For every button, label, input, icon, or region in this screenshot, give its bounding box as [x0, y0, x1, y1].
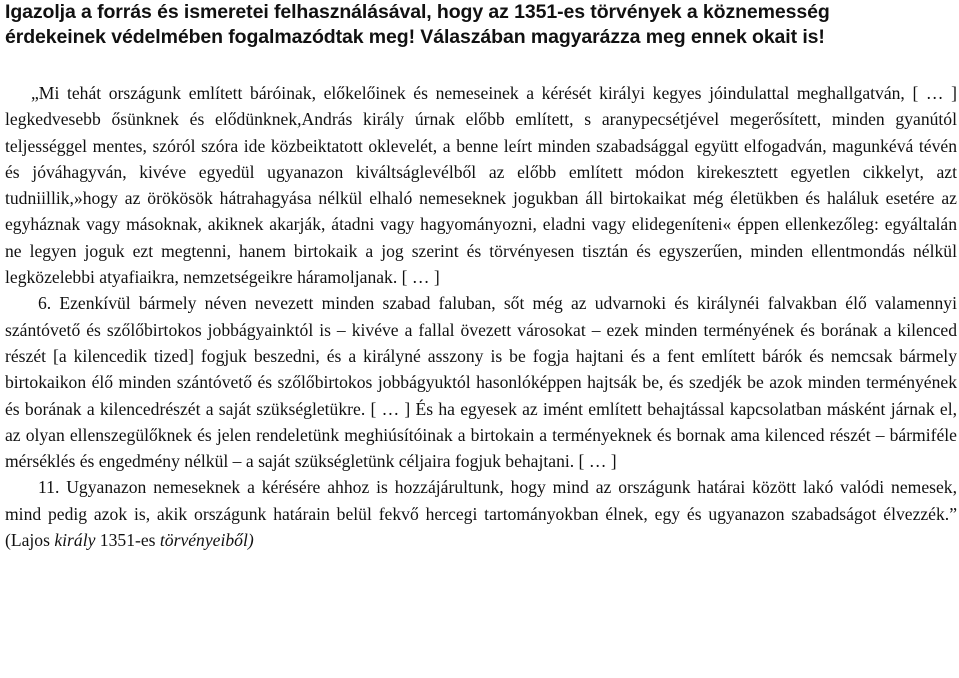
source-paragraph-11 — [5, 474, 957, 553]
source-paragraph-1: „Mi tehát országunk említett báróinak, előkelőinek és nemeseinek a kérését királyi kegyes jóindulattal meghallgatván, [ … ] legkedvesebb ősünknek és elődünknek,András király úrnak előbb említett, s aranypecsétjével megerősített, minden gyanútól teljességgel mentes, szóról szóra ide közbeiktatott oklevelét, a benne leírt minden szabadsággal együtt elfogadván, magunkévá tévén és jóváhagyván, kivéve egyedül ugyanazon kiváltságlevélből az előbb említett módon kirekesztett egyetlen cikkelyt, azt tudniillik,»hogy az örökösök hátrahagyása nélkül elhaló nemeseknek jogukban áll birtokaikat még életükben és haláluk esetére az egyháznak vagy másoknak, akiknek akarják, átadni vagy hagyományozni, eladni vagy elidegeníteni« éppen ellenkezőleg: egyáltalán ne legyen joguk ezt megtenni, hanem birtokaik a jog szerint és törvényesen tisztán és egyszerűen, minden ellentmondás nélkül legközelebbi atyafiaikra, nemzetségeikre háramoljanak. [ … ] — [5, 83, 957, 288]
question-line-2: érdekeinek védelmében fogalmazódtak meg! Válaszában magyarázza meg ennek okait is! — [5, 26, 825, 48]
paragraph-11-text: 11. Ugyanazon nemeseknek a kérésére ahhoz is hozzájárultunk, hogy mind az országunk határai között lakó valódi nemesek, mind pedig azok is, akik országunk határain belül fekvő hercegi tartományokban élnek, egy és ugyanazon szabadságot élvezzék.” (Lajos — [5, 477, 957, 551]
question-heading — [5, 0, 957, 50]
source-quote — [5, 80, 957, 553]
citation-laws: törvényeiből) — [159, 530, 254, 551]
question-line-1: Igazolja a forrás és ismeretei felhasználásával, hogy az 1351-es törvények a köznemesség — [5, 1, 830, 23]
source-paragraph-6: 6. Ezenkívül bármely néven nevezett minden szabad faluban, sőt még az udvarnoki és királynéi falvakban élő valamennyi szántóvető és szőlőbirtokos jobbágyainktól is – kivéve a fallal övezett városokat – ezek minden terményének és borának a kilenced részét [a kilencedik tized] fogjuk beszedni, és a királyné asszony is be fogja hajtani és a fent említett bárók és nemcsak bármely birtokaikon élő minden szántóvető és szőlőbirtokos jobbágyuktól hasonlóképpen hajtsák be, és szedjék be azok minden terményének és borának a kilencedrészét a saját szükségletükre. [ … ] És ha egyesek az imént említett behajtással kapcsolatban másként járnak el, az olyan ellenszegülőknek és jelen rendeletünk meghiúsítóinak a birtokain a terményeknek és bornak ama kilenced részét – bármiféle mérséklés és engedmény nélkül – a saját szükségletünk céljaira fogjuk behajtani. [ … ] — [5, 293, 957, 472]
citation-king: király — [54, 530, 96, 551]
citation-year: 1351-es — [95, 530, 160, 551]
